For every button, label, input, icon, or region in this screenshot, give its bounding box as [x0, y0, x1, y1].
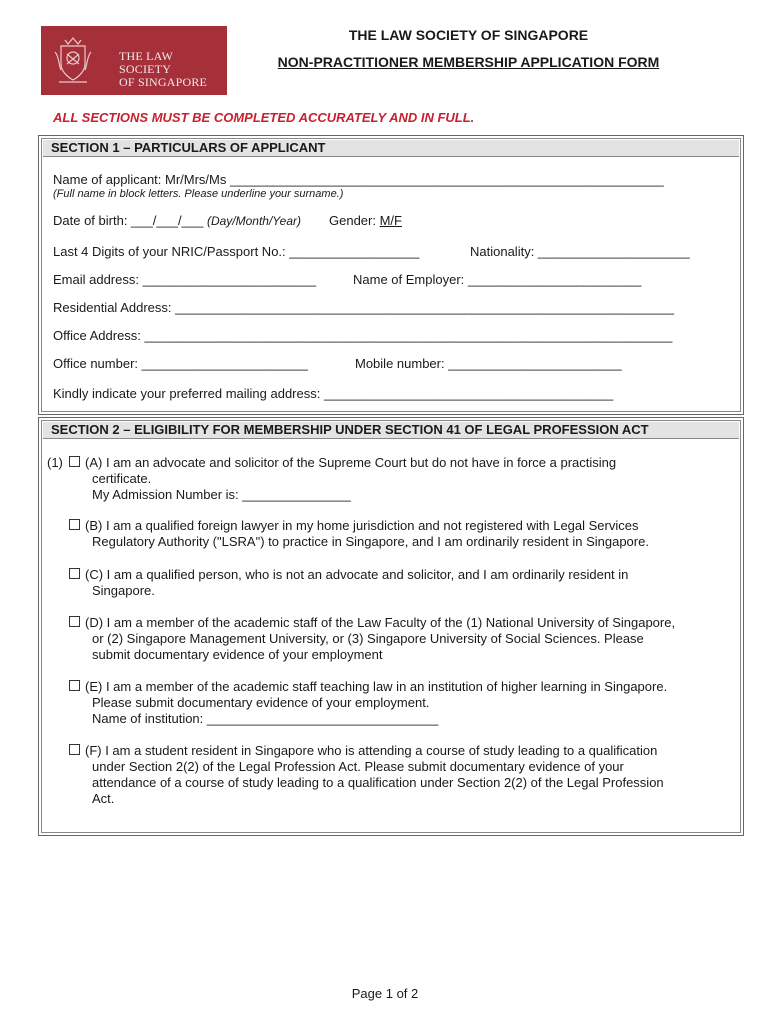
email-field[interactable]: Email address: ________________________	[53, 272, 317, 287]
mobile-number-field[interactable]: Mobile number: ________________________	[355, 356, 622, 371]
dob-label: Date of birth: ___/___/___	[53, 213, 207, 228]
institution-name-field[interactable]: Name of institution: ________________________________	[92, 711, 439, 726]
nationality-field[interactable]: Nationality: _____________________	[470, 244, 690, 259]
org-title: THE LAW SOCIETY OF SINGAPORE	[348, 27, 589, 43]
completion-warning: ALL SECTIONS MUST BE COMPLETED ACCURATELY AND IN FULL.	[53, 110, 475, 125]
item-number: (1)	[47, 455, 63, 470]
checkbox-icon[interactable]	[69, 568, 80, 579]
nric-field[interactable]: Last 4 Digits of your NRIC/Passport No.: __________________	[53, 244, 420, 259]
section-1-box	[38, 135, 744, 415]
section-2-box	[38, 417, 744, 836]
option-f: (F) I am a student resident in Singapore who is attending a course of study leading to a qualification under Section 2(2) of the Legal Profession Act. Please submit documentary evidence of your attendance of a course of study leading to a qualification under Section 2(2) of the Legal Profession Act.	[69, 743, 664, 807]
admission-number-field[interactable]: My Admission Number is: _______________	[92, 487, 351, 502]
gender-options[interactable]: M/F	[379, 213, 402, 228]
dob-format: (Day/Month/Year)	[206, 214, 301, 228]
logo-line-1: THE LAW SOCIETY	[119, 49, 173, 76]
checkbox-icon[interactable]	[69, 680, 80, 691]
office-address-field[interactable]: Office Address: _________________________________________________________________________	[53, 328, 673, 343]
office-number-field[interactable]: Office number: _______________________	[53, 356, 308, 371]
logo-wordmark	[119, 50, 227, 89]
employer-field[interactable]: Name of Employer: ________________________	[353, 272, 642, 287]
option-b: (B) I am a qualified foreign lawyer in my home jurisdiction and not registered with Legal Services Regulatory Authority ("LSRA") to practice in Singapore, and I am ordinarily resident in Singapore.	[69, 518, 649, 550]
checkbox-icon[interactable]	[69, 456, 80, 467]
crest-icon	[53, 34, 93, 87]
applicant-name-field[interactable]: Name of applicant: Mr/Mrs/Ms ____________________________________________________________	[53, 172, 664, 187]
logo-line-2: OF SINGAPORE	[119, 75, 208, 89]
form-title: NON-PRACTITIONER MEMBERSHIP APPLICATION FORM	[277, 54, 660, 70]
gender-field[interactable]	[329, 213, 402, 228]
mailing-address-field[interactable]: Kindly indicate your preferred mailing address: ________________________________________	[53, 386, 614, 401]
checkbox-icon[interactable]	[69, 616, 80, 627]
residential-address-field[interactable]: Residential Address: _____________________________________________________________________	[53, 300, 674, 315]
gender-label: Gender:	[329, 213, 380, 228]
page-number: Page 1 of 2	[351, 986, 419, 1001]
applicant-name-note: (Full name in block letters. Please underline your surname.)	[53, 188, 344, 200]
checkbox-icon[interactable]	[69, 744, 80, 755]
option-c: (C) I am a qualified person, who is not an advocate and solicitor, and I am ordinarily resident in Singapore.	[69, 567, 628, 599]
option-a: (A) I am an advocate and solicitor of the Supreme Court but do not have in force a practising certificate. My Admission Number is: _______________	[69, 455, 616, 503]
option-e: (E) I am a member of the academic staff teaching law in an institution of higher learning in Singapore. Please submit documentary evidence of your employment. Name of institution: ________________________________	[69, 679, 667, 727]
checkbox-icon[interactable]	[69, 519, 80, 530]
law-society-logo	[41, 26, 227, 95]
date-of-birth-field[interactable]	[53, 213, 301, 228]
section-2-heading: SECTION 2 – ELIGIBILITY FOR MEMBERSHIP UNDER SECTION 41 OF LEGAL PROFESSION ACT	[43, 422, 739, 439]
section-1-heading: SECTION 1 – PARTICULARS OF APPLICANT	[43, 140, 739, 157]
option-d: (D) I am a member of the academic staff of the Law Faculty of the (1) National University of Singapore, or (2) Singapore Management University, or (3) Singapore University of Social Sciences. Please submit documentary evidence of your employment	[69, 615, 675, 663]
